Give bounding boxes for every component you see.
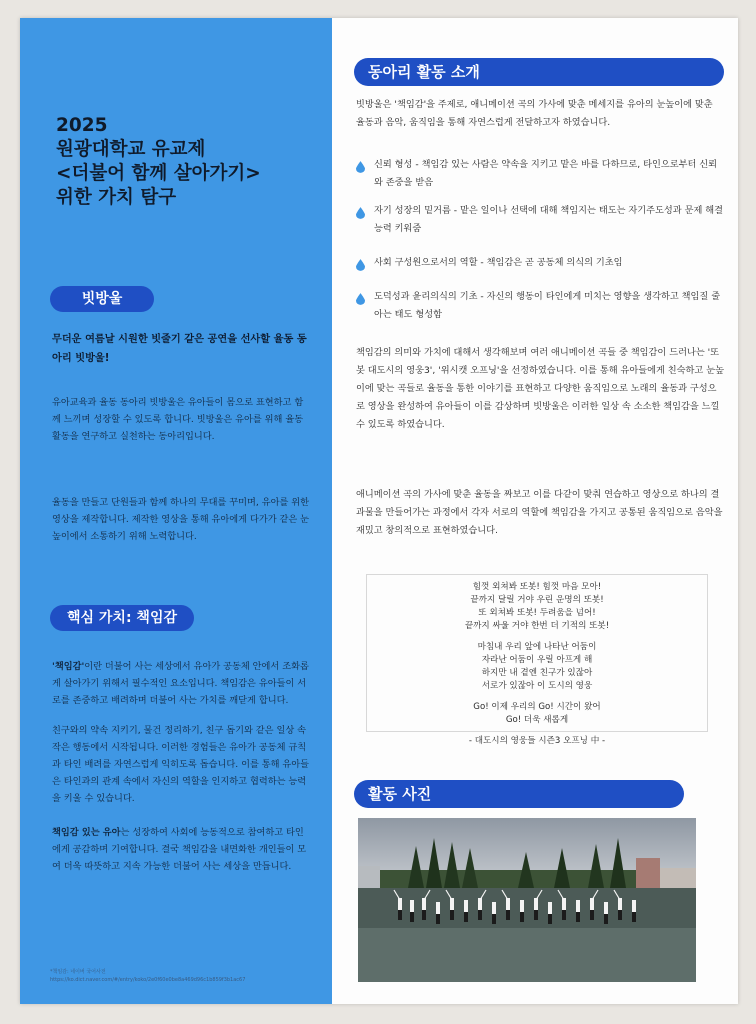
lyric-line: 서로가 있잖아 이 도시의 영웅 — [481, 681, 593, 691]
responsible-child-keyword: 책임감 있는 유아 — [52, 827, 121, 838]
bullet-morality — [356, 288, 724, 324]
water-drop-icon — [356, 293, 365, 305]
core-value-paragraph-1 — [52, 658, 310, 709]
title-line-theme: <더불어 함께 살아가기> — [56, 163, 261, 184]
lyric-line: 자라난 어둠이 우릴 아프게 해 — [481, 655, 593, 665]
activity-photo-image — [358, 818, 696, 982]
lyric-line: 힘껏 외쳐봐 또봇! 힘껏 마음 모아! — [472, 582, 602, 592]
activity-intro-heading: 동아리 활동 소개 — [354, 58, 724, 86]
core-value-paragraph-3 — [52, 824, 310, 875]
footnote-url: https://ko.dict.naver.com/#/entry/koko/2e0f60e0be8a469d96c1b859f3b1ac67 — [50, 977, 246, 983]
water-drop-icon — [356, 207, 365, 219]
lyric-line: 하지만 내 곁엔 친구가 있잖아 — [481, 668, 593, 678]
bullet-social-role — [356, 254, 724, 272]
club-heading: 빗방울 — [50, 286, 154, 312]
core-value-text-3: 는 성장하여 사회에 능동적으로 참여하고 타인에게 공감하며 기여합니다. 결국 책임감을 내면화한 개인들이 모여 더욱 따뜻하고 지속 가능한 더불어 사는 세상을 만듭니다. — [52, 827, 307, 872]
activity-photo-heading: 활동 사진 — [354, 780, 684, 808]
lyric-line: Go! 이제 우리의 Go! 시간이 왔어 — [473, 702, 601, 712]
poster-title — [56, 114, 316, 210]
club-tagline: 무더운 여름날 시원한 빗줄기 같은 공연을 선사할 율동 동아리 빗방울! — [52, 334, 307, 364]
club-description-2: 율동을 만들고 단원들과 함께 하나의 무대를 꾸미며, 유아를 위한 영상을 제작합니다. 제작한 영상을 통해 유아에게 다가가 같은 눈높이에서 소통하기 위해 노력합니다. — [52, 497, 310, 542]
lyrics-box — [366, 574, 708, 746]
lyric-line: Go! 더욱 새롭게 — [505, 715, 569, 725]
poster — [20, 18, 738, 1004]
lyric-line: 또 외쳐봐 또봇! 두려움을 넘어! — [478, 608, 596, 618]
title-line-subtitle: 위한 가치 탐구 — [56, 187, 177, 208]
activity-intro-paragraph: 빗방울은 '책임감'을 주제로, 애니메이션 곡의 가사에 맞춘 메세지를 유아의 눈높이에 맞춘 율동과 음악, 움직임을 통해 자연스럽게 전달하고자 하였습니다. — [356, 99, 713, 128]
lyric-line: 끝까지 싸울 거야 한번 더 기적의 또봇! — [464, 621, 610, 631]
activity-photo — [358, 818, 696, 982]
bullet-text: 신뢰 형성 - 책임감 있는 사람은 약속을 지키고 맡은 바를 다하므로, 타인으로부터 신뢰와 존중을 받음 — [374, 159, 718, 188]
bullet-self-growth — [356, 202, 724, 238]
lyric-line: 마침내 우리 앞에 나타난 어둠이 — [477, 642, 597, 652]
song-selection-paragraph: 책임감의 의미와 가치에 대해서 생각해보며 여러 애니메이션 곡들 중 책임감이 드러나는 '또봇 대도시의 영웅3', '위시캣 오프닝'을 선정하였습니다. 이를 통해 유아들에게 친숙하고 눈높이에 맞는 곡들로 율동을 통한 이야기를 표현하고 다양한 움직임으로 노래의 율동과 구성으로 영상을 완성하여 유아들이 이를 감상하며 빗방울은 이러한 일상 속 소소한 책임감을 느낄 수 있도록 하였습니다. — [356, 347, 724, 430]
core-value-keyword: '책임감' — [52, 661, 85, 672]
title-line-year: 2025 — [56, 115, 108, 136]
core-value-paragraph-2: 친구와의 약속 지키기, 물건 정리하기, 친구 돕기와 같은 일상 속 작은 행동에서 시작됩니다. 이러한 경험들은 유아가 공동체 규칙과 타인 배려를 자연스럽게 익히도록 돕습니다. 이를 통해 유아들은 타인과의 관계 속에서 자신의 역할을 인지하고 협력하는 능력을 키울 수 있습니다. — [52, 725, 310, 804]
core-value-text-1: 이란 더불어 사는 세상에서 유아가 공동체 안에서 조화롭게 살아가기 위해서 필수적인 요소입니다. 책임감은 유아들이 서로를 존중하고 배려하며 더불어 사는 가치를 깨닫게 합니다. — [52, 661, 309, 706]
title-line-university: 원광대학교 유교제 — [56, 139, 206, 160]
core-value-heading: 핵심 가치: 책임감 — [50, 605, 194, 631]
lyrics-source: - 대도시의 영웅들 시즌3 오프닝 中 - — [468, 736, 606, 746]
footnote-source: *책임감: 네이버 국어사전 — [50, 969, 106, 975]
water-drop-icon — [356, 161, 365, 173]
process-paragraph: 애니메이션 곡의 가사에 맞춘 율동을 짜보고 이를 다같이 맞춰 연습하고 영상으로 하나의 결과물을 만들어가는 과정에서 각자 서로의 역할에 책임감을 가지고 공통된 움직임으로 음악을 재밌고 창의적으로 표현하였습니다. — [356, 489, 723, 536]
bullet-text: 사회 구성원으로서의 역할 - 책임감은 곧 공동체 의식의 기초임 — [374, 257, 623, 268]
bullet-text: 도덕성과 윤리의식의 기초 - 자신의 행동이 타인에게 미치는 영향을 생각하고 책임질 줄 아는 태도 형성함 — [374, 291, 721, 320]
club-description-1: 유아교육과 율동 동아리 빗방울은 유아들이 몸으로 표현하고 함께 느끼며 성장할 수 있도록 합니다. 빗방울은 유아를 위해 율동 활동을 연구하고 실천하는 동아리입니다. — [52, 397, 304, 442]
water-drop-icon — [356, 259, 365, 271]
footnote — [50, 968, 320, 984]
bullet-text: 자기 성장의 밑거름 - 맡은 일이나 선택에 대해 책임지는 태도는 자기주도성과 문제 해결 능력 키워줌 — [374, 205, 723, 234]
lyric-line: 끝까지 달릴 거야 우린 운명의 또봇! — [470, 595, 604, 605]
bullet-trust — [356, 156, 724, 192]
left-panel — [20, 18, 332, 1004]
right-panel — [332, 18, 738, 1004]
